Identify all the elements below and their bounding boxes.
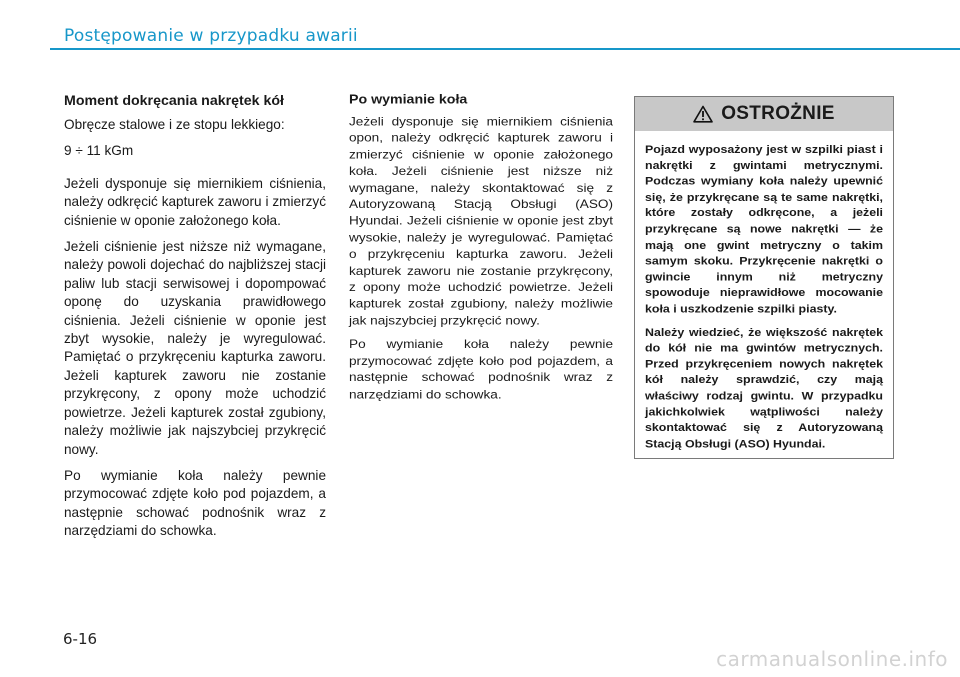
caution-box <box>634 96 894 459</box>
wheel-type-text: Obręcze stalowe i ze stopu lekkiego: <box>64 117 285 132</box>
left-column <box>64 92 326 549</box>
caution-header <box>635 97 893 131</box>
caution-title: OSTROŻNIE <box>721 103 835 124</box>
warning-triangle-icon <box>693 105 713 123</box>
middle-paragraph-2: Po wymianie koła należy pewnie przymocować zdjęte koło pod pojazdem, a następnie schować podnośnik wraz z narzędziami do schowka. <box>349 337 613 401</box>
left-paragraph-1: Jeżeli dysponuje się miernikiem ciśnienia, należy odkręcić kapturek zaworu i zmierzyć ciśnienie w oponie założonego koła. <box>64 175 326 228</box>
left-paragraph-3: Po wymianie koła należy pewnie przymocować zdjęte koło pod pojazdem, a następnie schować podnośnik wraz z narzędziami do schowka. <box>64 467 326 539</box>
left-paragraph-2: Jeżeli ciśnienie jest niższe niż wymagane, należy powoli dojechać do najbliższej stacji paliw lub stacji serwisowej i dopompować oponę do uzyskania prawidłowego ciśnienia. Jeżeli ciśnienie w oponie jest zbyt wysokie, należy je wyregulować. Pamiętać o przykręceniu kapturka zaworu. Jeżeli kapturek zaworu nie zostanie przykręcony, z opony może uchodzić powietrze. Jeżeli kapturek został zgubiony, należy możliwie jak najszybciej przykręcić nowy. <box>64 239 326 457</box>
torque-heading: Moment dokręcania nakrętek kół <box>64 93 284 109</box>
page-number: 6-16 <box>63 630 98 648</box>
caution-paragraph-2: Należy wiedzieć, że większość nakrętek do kół nie ma gwintów metrycznych. Przed przykręceniem nowych nakrętek kół należy sprawdzić, czy mają właściwy rodzaj gwintu. W przypadku jakichkolwiek wątpliwości należy skontaktować się z Autoryzowaną Stacją Obsługi (ASO) Hyundai. <box>645 325 883 450</box>
torque-value: 9 ÷ 11 kGm <box>64 143 134 159</box>
after-change-heading: Po wymianie koła <box>349 92 468 108</box>
caution-paragraph-1: Pojazd wyposażony jest w szpilki piast i nakrętki z gwintami metrycznymi. Podczas wymiany koła należy upewnić się, że przykręcane są te same nakrętki, które zostały odkręcone, a jeżeli przykręcane są nowe nakrętki — że mają one gwint metryczny o takim samym skoku. Przykręcenie nakrętki o gwincie innym niż metryczny spowoduje nieprawidłowe mocowanie koła i uszkodzenie szpilki piasty. <box>645 142 883 316</box>
header-divider <box>50 48 960 50</box>
caution-body <box>635 131 893 452</box>
middle-column <box>349 92 613 410</box>
middle-paragraph-1: Jeżeli dysponuje się miernikiem ciśnienia opon, należy odkręcić kapturek zaworu i zmierzyć ciśnienie w oponie założonego koła. Jeżeli ciśnienie jest niższe niż wymagane, należy skontaktować się z Autoryzowaną Stacją Obsługi (ASO) Hyundai. Jeżeli ciśnienie w oponie jest zbyt wysokie, należy je wyregulować. Pamiętać o przykręceniu kapturka zaworu. Jeżeli kapturek zaworu nie zostanie przykręcony, z opony może uchodzić powietrze. Jeżeli kapturek został zgubiony, należy możliwie jak najszybciej przykręcić nowy. <box>349 114 613 328</box>
section-title: Postępowanie w przypadku awarii <box>64 26 358 46</box>
watermark: carmanualsonline.info <box>716 647 948 671</box>
